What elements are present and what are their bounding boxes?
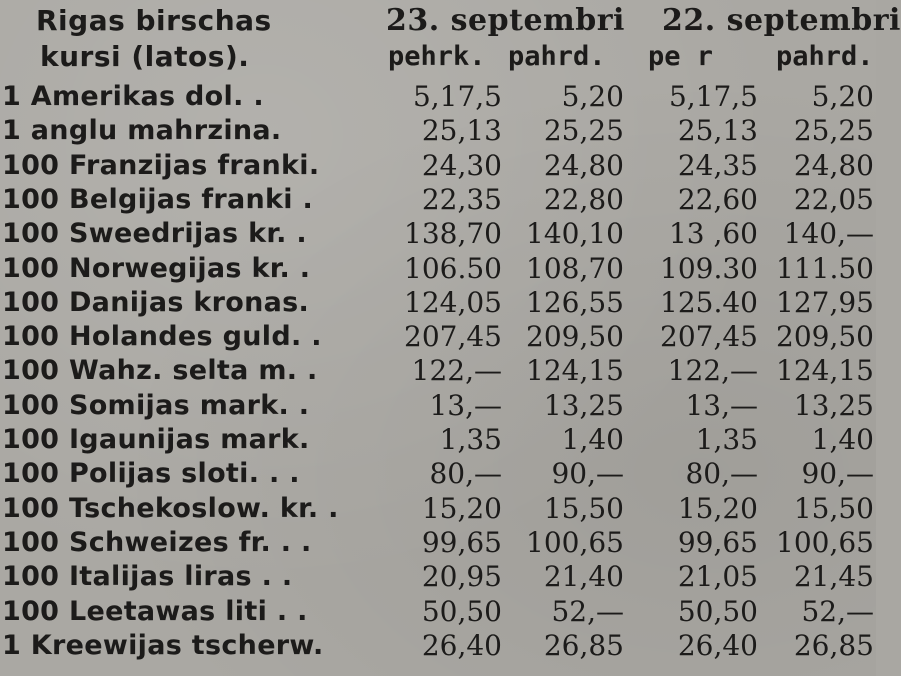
currency-name: 100 Wahz. selta m. . (2, 355, 318, 387)
currency-name: 100 Leetawas liti . . (2, 595, 308, 627)
buy-22-value: 15,20 (677, 491, 758, 525)
buy-23-value: 99,65 (421, 525, 502, 559)
buy-22-value: 1,35 (695, 423, 758, 456)
table-row (0, 492, 876, 526)
table-row (0, 114, 876, 148)
sell-23-value: 126,55 (526, 285, 624, 319)
buy-22-value: 26,40 (677, 628, 758, 662)
sell-23-value: 5,20 (561, 80, 624, 113)
sell-23-value: 1,40 (561, 423, 624, 456)
buy-23-value: 22,35 (421, 182, 502, 216)
sell-22-value: 21,45 (793, 560, 874, 594)
table-row (0, 423, 876, 457)
buy-23-value: 138,70 (404, 217, 502, 251)
buy-22-value: 24,35 (677, 148, 758, 182)
sell-23-value: 108,70 (526, 251, 624, 285)
buy-22-value: 99,65 (677, 525, 758, 559)
buy-23-value: 106.50 (404, 251, 502, 285)
sell-22-value: 111.50 (776, 251, 874, 285)
table-row (0, 526, 876, 560)
col-sell-23: pahrd. (508, 41, 606, 72)
buy-23-value: 50,50 (421, 594, 502, 628)
currency-name: 100 Polijas sloti. . . (2, 458, 300, 490)
table-row (0, 183, 876, 217)
buy-22-value: 207,45 (660, 320, 758, 354)
buy-23-value: 20,95 (421, 560, 502, 594)
col-sell-22: pahrd. (776, 41, 874, 72)
sell-22-value: 140,— (783, 217, 874, 251)
currency-name: 100 Tschekoslow. kr. . (2, 492, 339, 524)
sell-23-value: 15,50 (543, 491, 624, 525)
sell-22-value: 22,05 (793, 182, 874, 216)
sell-22-value: 25,25 (793, 114, 874, 148)
date-header-23: 23. septembri (386, 3, 625, 38)
sell-23-value: 209,50 (526, 320, 624, 354)
table-title-line1: Rigas birschas (36, 4, 272, 37)
buy-23-value: 122,— (411, 354, 502, 388)
sell-22-value: 90,— (801, 457, 874, 491)
buy-23-value: 24,30 (421, 148, 502, 182)
buy-22-value: 50,50 (677, 594, 758, 628)
buy-22-value: 5,17,5 (668, 80, 758, 113)
table-row (0, 252, 876, 286)
buy-23-value: 26,40 (421, 628, 502, 662)
buy-22-value: 125.40 (660, 285, 758, 319)
table-row (0, 389, 876, 423)
col-buy-23: pehrk. (388, 41, 486, 72)
sell-22-value: 5,20 (811, 80, 874, 113)
sell-22-value: 26,85 (793, 628, 874, 662)
sell-23-value: 21,40 (543, 560, 624, 594)
sell-23-value: 140,10 (526, 217, 624, 251)
currency-name: 100 Danijas kronas. (2, 286, 310, 318)
currency-name: 1 Kreewijas tscherw. (2, 629, 324, 661)
sell-23-value: 124,15 (526, 354, 624, 388)
table-row (0, 286, 876, 320)
buy-22-value: 21,05 (677, 560, 758, 594)
buy-23-value: 207,45 (404, 320, 502, 354)
currency-name: 100 Sweedrijas kr. . (2, 218, 307, 250)
currency-name: 100 Igaunijas mark. (2, 424, 310, 455)
buy-22-value: 22,60 (677, 182, 758, 216)
buy-23-value: 25,13 (421, 114, 502, 148)
buy-23-value: 15,20 (421, 491, 502, 525)
sell-23-value: 52,— (551, 594, 624, 628)
currency-name: 1 Amerikas dol. . (2, 81, 264, 112)
sell-23-value: 100,65 (526, 525, 624, 559)
currency-name: 100 Norwegijas kr. . (2, 252, 311, 284)
buy-23-value: 13,— (429, 388, 502, 422)
table-row (0, 629, 876, 663)
table-title-line2: kursi (latos). (40, 40, 250, 73)
table-row (0, 320, 876, 354)
table-row (0, 457, 876, 491)
currency-name: 1 anglu mahrzina. (2, 115, 282, 147)
sell-23-value: 90,— (551, 457, 624, 491)
buy-22-value: 25,13 (677, 114, 758, 148)
currency-name: 100 Somijas mark. . (2, 389, 310, 421)
sell-22-value: 52,— (801, 594, 874, 628)
sell-22-value: 15,50 (793, 491, 874, 525)
buy-23-value: 80,— (429, 457, 502, 491)
table-row (0, 354, 876, 388)
sell-22-value: 24,80 (793, 148, 874, 182)
buy-22-value: 122,— (667, 354, 758, 388)
currency-name: 100 Belgijas franki . (2, 183, 314, 215)
sell-23-value: 13,25 (543, 388, 624, 422)
buy-23-value: 1,35 (439, 423, 502, 456)
buy-22-value: 13,— (685, 388, 758, 422)
sell-23-value: 24,80 (543, 148, 624, 182)
currency-name: 100 Franzijas franki. (2, 149, 320, 181)
date-header-22: 22. septembri (662, 3, 901, 38)
currency-name: 100 Italijas liras . . (2, 561, 293, 593)
sell-23-value: 22,80 (543, 182, 624, 216)
sell-23-value: 26,85 (543, 628, 624, 662)
table-row (0, 80, 876, 114)
buy-22-value: 13 ,60 (668, 217, 758, 251)
buy-22-value: 109.30 (660, 251, 758, 285)
sell-22-value: 127,95 (776, 285, 874, 319)
table-row (0, 217, 876, 251)
table-row (0, 149, 876, 183)
currency-name: 100 Schweizes fr. . . (2, 526, 312, 558)
sell-22-value: 1,40 (811, 423, 874, 456)
buy-23-value: 5,17,5 (412, 80, 502, 113)
sell-22-value: 13,25 (793, 388, 874, 422)
buy-22-value: 80,— (685, 457, 758, 491)
currency-name: 100 Holandes guld. . (2, 321, 322, 353)
table-row (0, 595, 876, 629)
col-buy-22: pe r (648, 41, 714, 72)
sell-23-value: 25,25 (543, 114, 624, 148)
sell-22-value: 124,15 (776, 354, 874, 388)
sell-22-value: 100,65 (776, 525, 874, 559)
table-row (0, 560, 876, 594)
sell-22-value: 209,50 (776, 320, 874, 354)
buy-23-value: 124,05 (404, 285, 502, 319)
